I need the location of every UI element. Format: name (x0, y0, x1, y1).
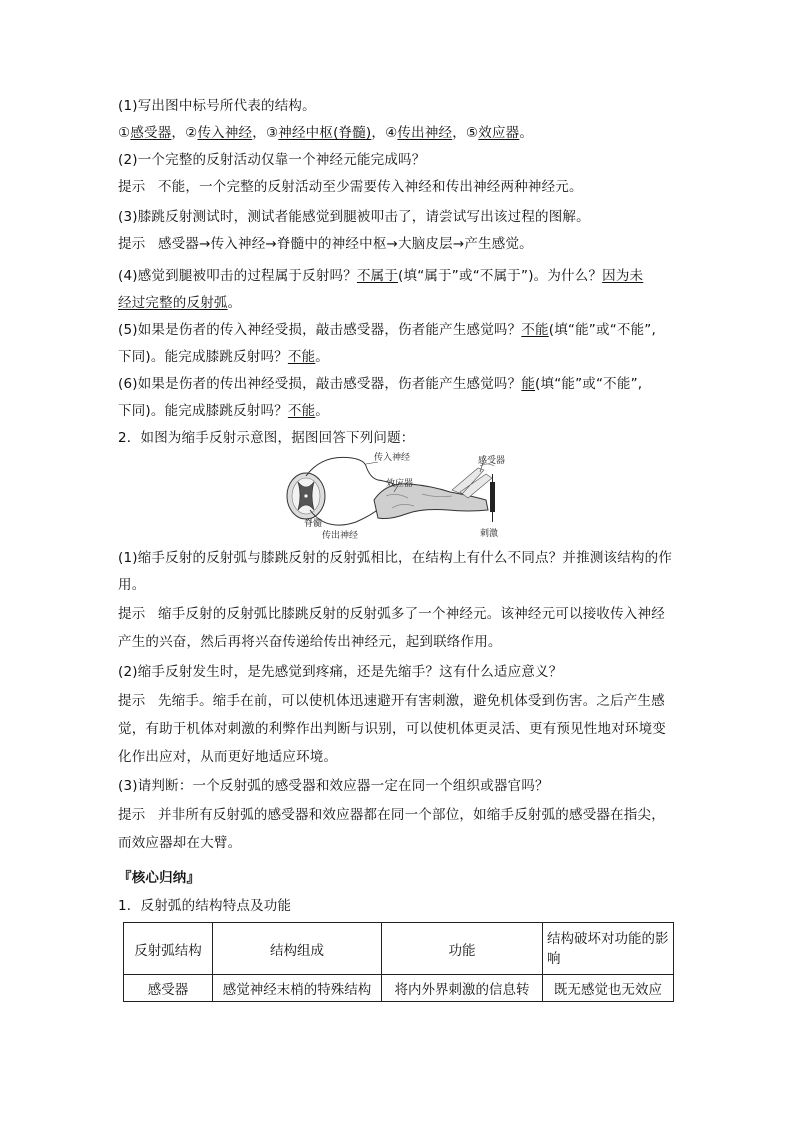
hint-label: 提示 (118, 179, 146, 195)
question-1-6-cont (118, 401, 678, 421)
question-1-6 (118, 374, 678, 394)
punctuation: 。 (519, 125, 534, 141)
label-spinal-cord: 脊髓 (304, 519, 323, 529)
question-2-2 (118, 662, 678, 682)
punctuation: 。 (315, 349, 329, 365)
question-1-5 (118, 320, 678, 340)
question-text: (3)请判断：一个反射弧的感受器和效应器一定在同一个组织或器官吗？ (118, 778, 549, 794)
question-text: 下同)。能完成膝跳反射吗？ (118, 403, 288, 419)
question-text: (1)写出图中标号所代表的结构。 (118, 98, 316, 114)
question-text: (填“能”或“不能”, (548, 322, 656, 338)
answer-efferent: 传出神经 (397, 125, 453, 141)
question-text: (填“能”或“不能”, (535, 376, 643, 392)
answer-blank: 不能 (521, 322, 549, 338)
answer-blank: 经过完整的反射弧 (118, 295, 228, 311)
hint-label: 提示 (118, 236, 146, 252)
answer-receptor: 感受器 (130, 125, 172, 141)
question-2-1 (118, 548, 678, 568)
table-header-cell: 反射弧结构 (124, 923, 213, 975)
question-text: 用。 (118, 577, 146, 593)
hint-2-2-cont2 (118, 747, 678, 767)
question-1-2 (118, 150, 678, 170)
question-text: (1)缩手反射的反射弧与膝跳反射的反射弧相比，在结构上有什么不同点？并推测该结构的作 (118, 550, 673, 566)
question-text: (2)一个完整的反射活动仅靠一个神经元能完成吗？ (118, 152, 426, 168)
punctuation: 。 (315, 403, 329, 419)
table-cell: 感受器 (124, 975, 213, 1002)
table-header-cell: 功能 (382, 923, 543, 975)
heading-text: 『核心归纳』 (118, 870, 201, 886)
section-subheading (118, 896, 678, 916)
marker-5: ，⑤ (452, 125, 479, 141)
answer-blank: 能 (521, 376, 536, 392)
hint-text: 化作出应对，从而更好地适应环境。 (118, 749, 338, 765)
table-cell: 将内外界刺激的信息转 (382, 975, 543, 1002)
hint-2-2 (118, 691, 678, 711)
question-2-3 (118, 776, 678, 796)
hint-1-3 (118, 234, 678, 254)
question-text: 下同)。能完成膝跳反射吗？ (118, 349, 288, 365)
question-text: (2)缩手反射发生时，是先感觉到疼痛，还是先缩手？这有什么适应意义？ (118, 664, 563, 680)
hint-label: 提示 (118, 693, 146, 709)
answer-structures (118, 123, 678, 143)
question-text: (6)如果是伤者的传出神经受损，敲击感受器，伤者能产生感觉吗？ (118, 376, 522, 392)
spinal-cord-drawing (287, 473, 325, 519)
question-1-5-cont (118, 347, 678, 367)
answer-blank: 不能 (287, 349, 316, 365)
label-efferent: 传出神经 (322, 531, 359, 541)
question-text: (4)感觉到腿被叩击的过程属于反射吗？ (118, 268, 357, 284)
label-stimulus: 刺激 (480, 529, 499, 539)
label-effector: 效应器 (386, 479, 414, 489)
table-header-cell: 结构破坏对功能的影响 (543, 923, 674, 975)
label-afferent: 传入神经 (374, 453, 411, 463)
table-header-cell: 结构组成 (213, 923, 382, 975)
answer-blank: 因为未 (602, 268, 644, 284)
answer-effector: 效应器 (478, 125, 520, 141)
table-header-row (124, 923, 674, 975)
hint-2-1-cont (118, 632, 678, 652)
marker-1: ① (118, 125, 131, 141)
hint-text: 并非所有反射弧的感受器和效应器都在同一个部位，如缩手反射弧的感受器在指尖， (158, 807, 665, 823)
question-1-3 (118, 207, 678, 227)
answer-afferent: 传入神经 (197, 125, 253, 141)
reflex-arc-table (123, 922, 674, 1002)
hint-text: 而效应器却在大臂。 (118, 835, 242, 851)
question-text: (3)膝跳反射测试时，测试者能感觉到腿被叩击了，请尝试写出该过程的图解。 (118, 209, 590, 225)
answer-blank: 不属于 (356, 268, 399, 284)
question-text: 2．如图为缩手反射示意图，据图回答下列问题： (118, 430, 415, 446)
table-cell: 既无感觉也无效应 (543, 975, 674, 1002)
table-cell: 感觉神经末梢的特殊结构 (213, 975, 382, 1002)
hint-text: 缩手反射的反射弧比膝跳反射的反射弧多了一个神经元。该神经元可以接收传入神经 (158, 606, 665, 622)
answer-center: 神经中枢(脊髓) (278, 125, 372, 141)
question-1-1 (118, 96, 678, 116)
answer-blank: 不能 (287, 403, 316, 419)
hint-2-3-cont (118, 833, 678, 853)
hint-text: 先缩手。缩手在前，可以使机体迅速避开有害刺激，避免机体受到伤害。之后产生感 (158, 693, 665, 709)
hint-2-3 (118, 805, 678, 825)
marker-4: ，④ (371, 125, 398, 141)
hint-2-2-cont (118, 719, 678, 739)
stimulus-pin (490, 474, 495, 522)
hint-text: 不能，一个完整的反射活动至少需要传入神经和传出神经两种神经元。 (158, 179, 583, 195)
punctuation: 。 (227, 295, 242, 311)
label-receptor: 感受器 (478, 456, 506, 466)
arm-drawing (374, 464, 494, 519)
hint-1-2 (118, 177, 678, 197)
question-2-1-cont (118, 575, 678, 595)
hint-2-1 (118, 604, 678, 624)
question-1-4-cont (118, 293, 678, 313)
question-text: (5)如果是伤者的传入神经受损，敲击感受器，伤者能产生感觉吗？ (118, 322, 522, 338)
subheading-text: 1．反射弧的结构特点及功能 (118, 898, 292, 914)
hint-text: 觉，有助于机体对刺激的利弊作出判断与识别，可以使机体更灵活、更有预见性地对环境变 (118, 721, 666, 737)
marker-3: ，③ (252, 125, 279, 141)
question-1-4 (118, 266, 678, 286)
hint-text: 感受器→传入神经→脊髓中的神经中枢→大脑皮层→产生感觉。 (158, 236, 533, 252)
hint-text: 产生的兴奋，然后再将兴奋传递给传出神经元，起到联络作用。 (118, 634, 502, 650)
section-heading (118, 868, 678, 888)
hint-label: 提示 (118, 807, 146, 823)
question-text: (填“属于”或“不属于”)。为什么？ (398, 268, 603, 284)
table-row (124, 975, 674, 1002)
marker-2: ，② (171, 125, 198, 141)
withdrawal-reflex-figure (282, 452, 512, 544)
hint-label: 提示 (118, 606, 146, 622)
question-2-title (118, 428, 678, 448)
